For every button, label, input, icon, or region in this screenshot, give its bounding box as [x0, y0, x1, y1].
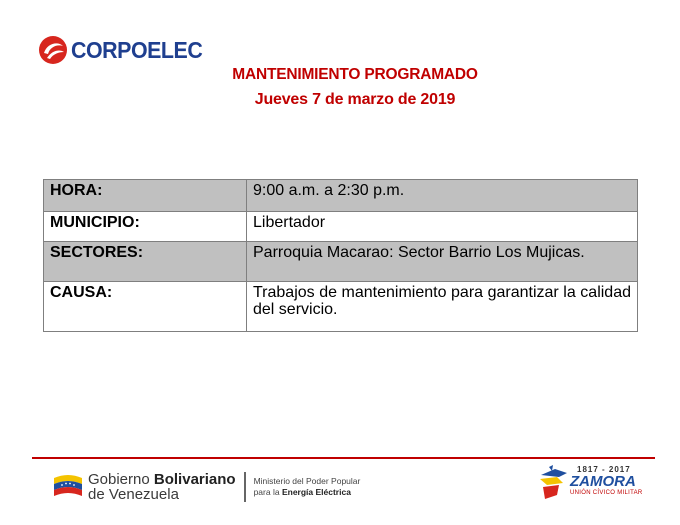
ministry-line2-prefix: para la [253, 487, 280, 497]
gov-line1-bold: Bolivariano [153, 471, 236, 488]
gov-line1-prefix: Gobierno [88, 471, 150, 488]
maintenance-table [43, 179, 638, 332]
government-logo [52, 470, 360, 504]
ministry-name [254, 476, 361, 498]
row-label: MUNICIPIO: [44, 212, 247, 242]
ministry-line2-bold: Energía Eléctrica [281, 487, 351, 497]
gov-line2: de Venezuela [88, 486, 179, 503]
row-label: HORA: [44, 180, 247, 212]
venezuela-flag-icon [52, 470, 84, 504]
row-value: 9:00 a.m. a 2:30 p.m. [247, 180, 638, 212]
row-value: Trabajos de mantenimiento para garantizar la calidad del servicio. [247, 282, 638, 332]
notice-title: MANTENIMIENTO PROGRAMADO [232, 66, 478, 83]
table-row [44, 180, 638, 212]
brand-name: CORPOELEC [71, 36, 203, 63]
row-value: Parroquia Macarao: Sector Barrio Los Mujicas. [247, 242, 638, 282]
table-row [44, 242, 638, 282]
government-name [88, 472, 236, 502]
corpoelec-logo [38, 34, 212, 66]
zamora-emblem-icon [537, 465, 571, 503]
footer-divider [32, 457, 655, 459]
zamora-logo [537, 463, 647, 503]
zamora-subtitle: UNIÓN CÍVICO MILITAR [570, 490, 643, 496]
notice-date: Jueves 7 de marzo de 2019 [254, 91, 456, 108]
footer-separator [244, 472, 246, 502]
table-row [44, 212, 638, 242]
corpoelec-swirl-icon [38, 35, 68, 65]
row-label: SECTORES: [44, 242, 247, 282]
table-row [44, 282, 638, 332]
row-value: Libertador [247, 212, 638, 242]
ministry-line1: Ministerio del Poder Popular [253, 476, 361, 486]
zamora-years: 1817 - 2017 [577, 465, 631, 474]
row-label: CAUSA: [44, 282, 247, 332]
zamora-name: ZAMORA [570, 473, 636, 490]
